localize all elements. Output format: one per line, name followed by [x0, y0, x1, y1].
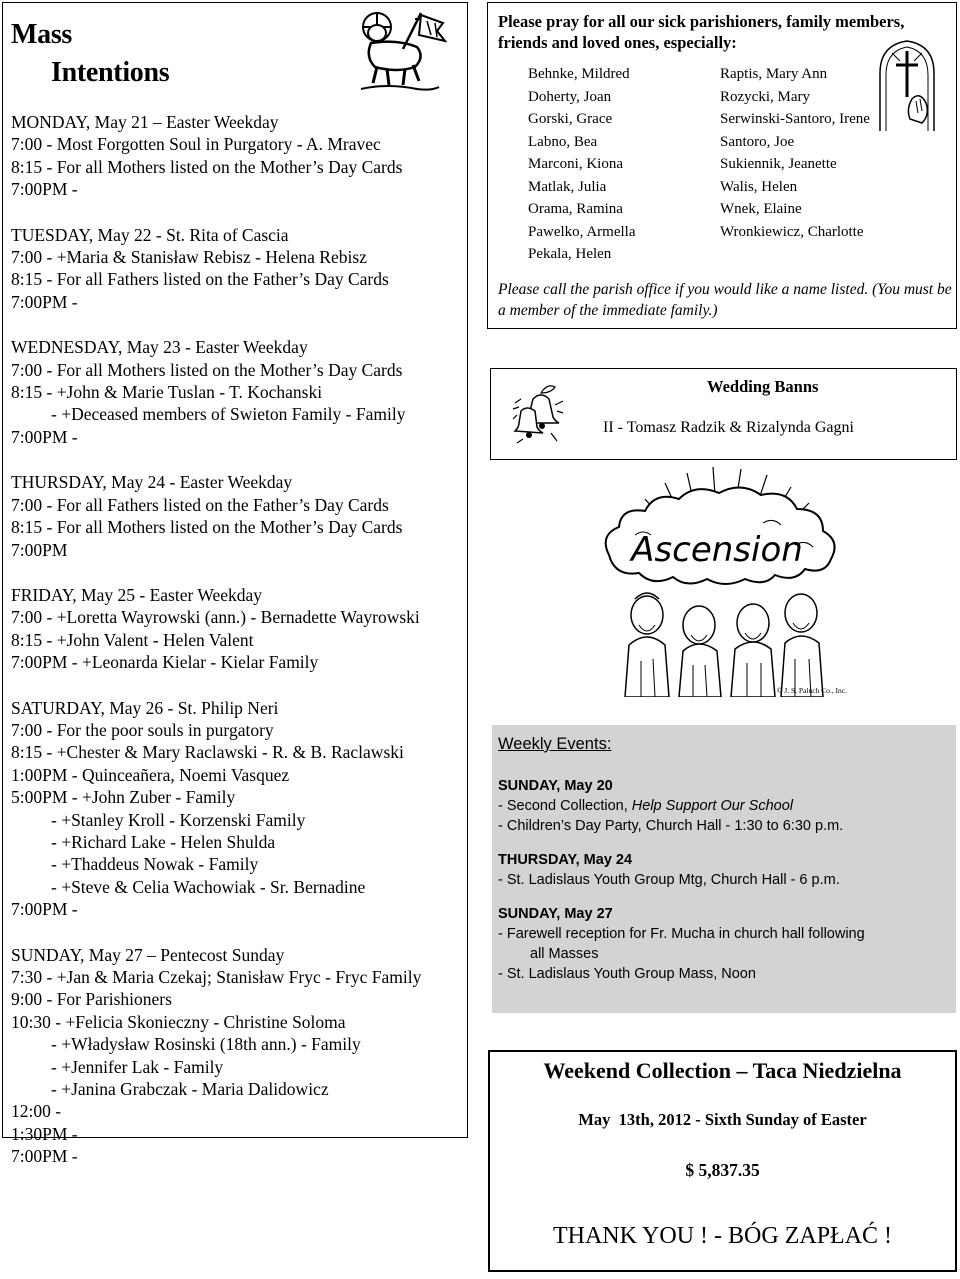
weekly-events-box [492, 725, 956, 1013]
mass-title-line1: Mass [11, 19, 73, 50]
wedding-banns-box [490, 368, 957, 460]
mass-day [11, 584, 463, 674]
event-day-group [498, 776, 950, 836]
event-text: - St. Ladislaus Youth Group Mass, Noon [498, 966, 756, 982]
mass-intention-line: - +Steve & Celia Wachowiak - Sr. Bernadine [51, 876, 366, 897]
event-day-group [498, 850, 950, 890]
mass-intention-line: 8:15 - For all Mothers listed on the Mother’s Day Cards [11, 517, 403, 538]
mass-day [11, 944, 463, 1168]
mass-intention-line: - +Richard Lake - Helen Shulda [51, 831, 276, 852]
mass-intention-line: 7:00PM [11, 539, 68, 560]
mass-intention-line: - +Deceased members of Swieton Family - Family [51, 404, 406, 425]
sick-name: Wnek, Elaine [720, 201, 802, 217]
mass-day-title: MONDAY, May 21 – Easter Weekday [11, 112, 279, 132]
mass-intention-line: 1:00PM - Quinceañera, Noemi Vasquez [11, 764, 290, 785]
wedding-bells-icon [511, 381, 565, 445]
event-line [498, 924, 950, 944]
mass-intention-line: 7:00PM - [11, 426, 78, 447]
mass-day-title: FRIDAY, May 25 - Easter Weekday [11, 584, 263, 605]
mass-intention-line: 7:00 - +Loretta Wayrowski (ann.) - Bernadette Wayrowski [11, 607, 420, 628]
event-text: - Second Collection, [498, 798, 632, 814]
sick-name: Doherty, Joan [528, 88, 612, 105]
mass-intention-line: 8:15 - +Chester & Mary Raclawski - R. & B. Raclawski [11, 742, 404, 763]
sick-name: Orama, Ramina [528, 201, 623, 217]
sick-name: Rozycki, Mary [720, 88, 810, 105]
weekend-collection-box [488, 1050, 957, 1272]
event-day-group [498, 904, 950, 984]
mass-intentions-box [2, 2, 468, 1167]
collection-thanks: THANK YOU ! - BÓG ZAPŁAĆ ! [552, 1223, 893, 1249]
event-line [498, 944, 950, 964]
mass-days-list [11, 111, 463, 1191]
banns-couple: II - Tomasz Radzik & Rizalynda Gagni [603, 419, 854, 436]
event-line [498, 964, 950, 984]
weekly-events-title: Weekly Events: [498, 735, 612, 753]
mass-intention-line: 7:00PM - [11, 291, 78, 312]
mass-intention-line: - +Jennifer Lak - Family [51, 1056, 224, 1077]
event-text: - Children’s Day Party, Church Hall - 1:30 to 6:30 p.m. [498, 818, 844, 834]
sick-name: Raptis, Mary Ann [720, 66, 828, 82]
sick-name: Pekala, Helen [528, 246, 612, 262]
sick-name: Labno, Bea [528, 133, 598, 150]
event-day-heading: SUNDAY, May 20 [498, 778, 613, 794]
mass-title-line2: Intentions [51, 57, 170, 88]
mass-intention-line: 7:30 - +Jan & Maria Czekaj; Stanisław Fryc - Fryc Family [11, 967, 422, 987]
banns-title: Wedding Banns [707, 377, 819, 396]
mass-day [11, 471, 463, 561]
sick-name: Walis, Helen [720, 178, 798, 195]
sick-name: Serwinski-Santoro, Irene [720, 111, 870, 127]
mass-intention-line: 8:15 - For all Mothers listed on the Mother’s Day Cards [11, 156, 403, 177]
sick-note: Please call the parish office if you would like a name listed. (You must be a member of the immediate family.) [498, 281, 952, 319]
event-italic-text: Help Support Our School [631, 798, 793, 814]
ascension-copyright: © J. S. Paluch Co., Inc. [776, 686, 847, 695]
mass-intention-line: 1:30PM - [11, 1123, 78, 1144]
sick-name: Matlak, Julia [528, 178, 607, 195]
mass-intention-line: 8:15 - For all Fathers listed on the Father’s Day Cards [11, 269, 389, 290]
mass-intention-line: 7:00 - For the poor souls in purgatory [11, 719, 274, 740]
mass-intention-line: 9:00 - For Parishioners [11, 989, 172, 1010]
mass-intention-line: 12:00 - [11, 1101, 62, 1122]
mass-day-title: TUESDAY, May 22 - St. Rita of Cascia [11, 224, 289, 245]
mass-day [11, 224, 463, 314]
sick-name: Pawelko, Armella [528, 223, 636, 240]
event-line [498, 816, 950, 836]
mass-day [11, 697, 463, 921]
mass-day-title: SATURDAY, May 26 - St. Philip Neri [11, 697, 279, 718]
mass-day-title: THURSDAY, May 24 - Easter Weekday [11, 472, 293, 493]
mass-intention-line: - +Thaddeus Nowak - Family [51, 854, 259, 875]
ascension-word: Ascension [631, 530, 803, 570]
event-text: - Farewell reception for Fr. Mucha in church hall following [498, 926, 865, 942]
sick-name: Behnke, Mildred [528, 66, 630, 82]
mass-intention-line: 7:00PM - [11, 179, 78, 200]
ascension-illustration [595, 465, 850, 697]
sick-name: Wronkiewicz, Charlotte [720, 223, 864, 240]
mass-intention-line: 8:15 - +John Valent - Helen Valent [11, 629, 254, 650]
mass-intention-line: - +Janina Grabczak - Maria Dalidowicz [51, 1079, 329, 1100]
collection-date: May 13th, 2012 - Sixth Sunday of Easter [578, 1110, 867, 1129]
mass-intention-line: 8:15 - +John & Marie Tuslan - T. Kochanski [11, 382, 323, 403]
mass-intention-line: 7:00 - For all Fathers listed on the Father’s Day Cards [11, 494, 389, 515]
sick-name: Sukiennik, Jeanette [720, 156, 837, 172]
sick-name: Santoro, Joe [720, 133, 795, 150]
lamb-of-god-icon [347, 9, 447, 99]
weekly-events-list [498, 776, 950, 984]
event-text: - St. Ladislaus Youth Group Mtg, Church Hall - 6 p.m. [498, 872, 840, 888]
sick-names-left-column [528, 63, 635, 266]
event-line [498, 870, 950, 890]
mass-day-title: WEDNESDAY, May 23 - Easter Weekday [11, 337, 308, 358]
mass-intention-line: 7:00 - Most Forgotten Soul in Purgatory - A. Mravec [11, 134, 381, 155]
event-day-heading: THURSDAY, May 24 [498, 852, 633, 868]
mass-day [11, 111, 463, 201]
collection-amount: $ 5,837.35 [685, 1160, 760, 1180]
event-text: all Masses [530, 946, 599, 962]
mass-intention-line: - +Stanley Kroll - Korzenski Family [51, 809, 306, 830]
sick-name: Marconi, Kiona [528, 156, 623, 172]
mass-intention-line: 7:00PM - +Leonarda Kielar - Kielar Family [11, 652, 319, 673]
mass-intention-line: 5:00PM - +John Zuber - Family [11, 787, 236, 808]
mass-intention-line: 7:00 - For all Mothers listed on the Mother’s Day Cards [11, 359, 403, 380]
event-line [498, 796, 950, 816]
sick-name: Gorski, Grace [528, 111, 613, 127]
mass-intention-line: 10:30 - +Felicia Skonieczny - Christine Soloma [11, 1011, 346, 1032]
praying-hands-window-icon [876, 39, 938, 135]
collection-title: Weekend Collection – Taca Niedzielna [543, 1058, 902, 1083]
mass-intention-line: - +Władysław Rosinski (18th ann.) - Family [51, 1034, 361, 1055]
sick-names-right-column [720, 63, 870, 243]
sick-heading: Please pray for all our sick parishioners, family members, friends and loved ones, especially: [498, 12, 905, 52]
mass-day-title: SUNDAY, May 27 – Pentecost Sunday [11, 944, 285, 965]
event-day-heading: SUNDAY, May 27 [498, 906, 613, 922]
mass-intention-line: 7:00PM - [11, 899, 78, 920]
mass-intention-line: 7:00PM - [11, 1146, 78, 1167]
sick-prayer-box [487, 2, 957, 329]
mass-intention-line: 7:00 - +Maria & Stanisław Rebisz - Helena Rebisz [11, 247, 367, 268]
mass-day [11, 336, 463, 448]
